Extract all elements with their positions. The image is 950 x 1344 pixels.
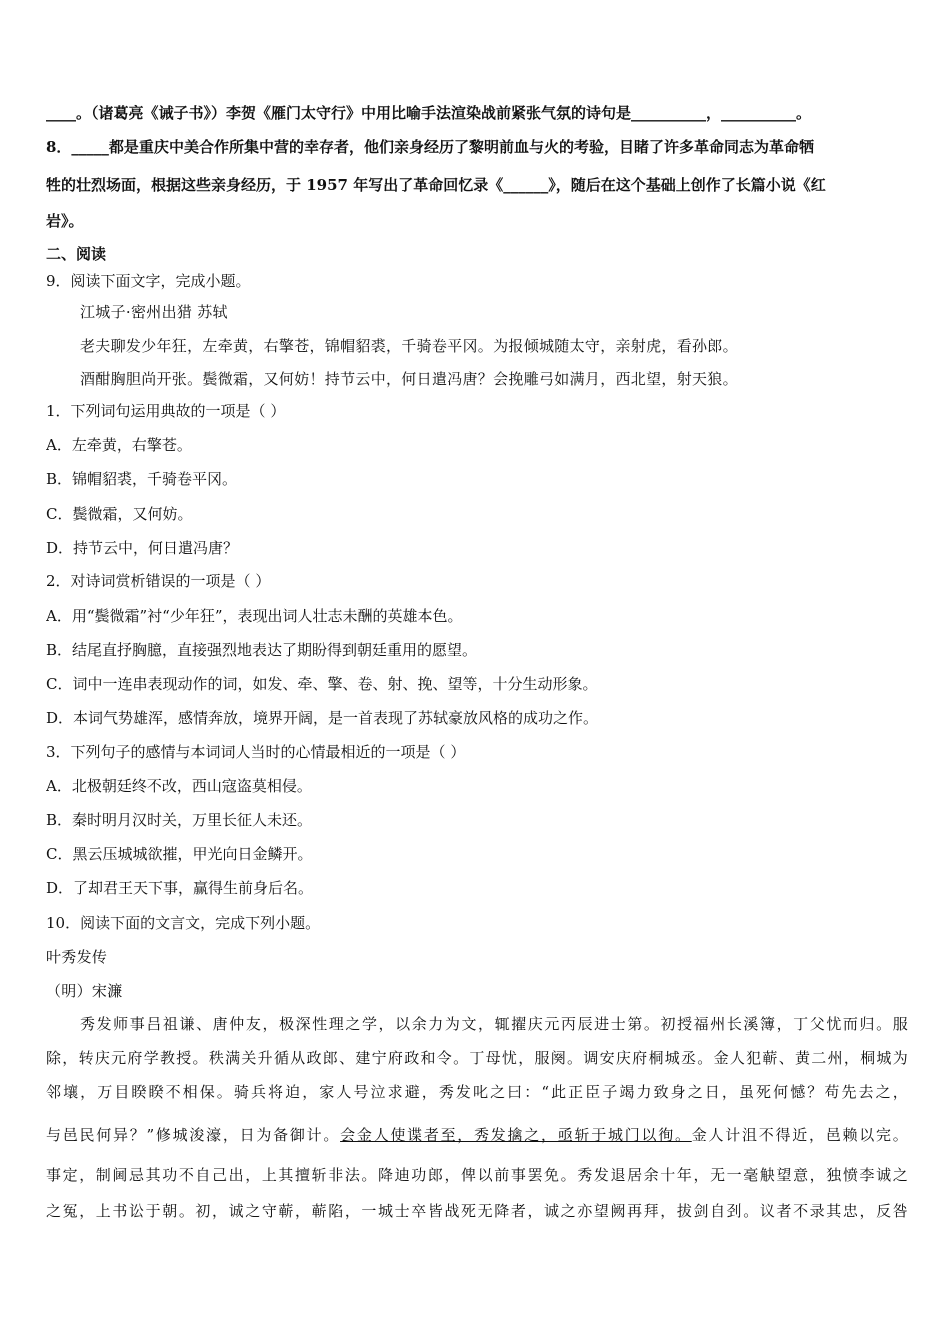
subquestion-3: 3．下列句子的感情与本词词人当时的心情最相近的一项是（ ） [46, 743, 466, 761]
subquestion-2-option-d: D．本词气势雄浑，感情奔放，境界开阔，是一首表现了苏轼豪放风格的成功之作。 [46, 709, 599, 727]
passage-line-3: 邻壤，万目睽睽不相保。骑兵将迫，家人号泣求避，秀发叱之曰：“此正臣子竭力致身之日，虽死何憾？苟先去之， [46, 1083, 908, 1101]
passage-line-6: 之冤，上书讼于朝。初，诚之守蕲，蕲陷，一城士卒皆战死无降者，诚之亦望阙再拜，拔剑自刭。议者不录其忠，反咎 [46, 1202, 908, 1220]
subquestion-1-option-a: A．左牵黄，右擎苍。 [46, 436, 192, 454]
passage-author: （明）宋濂 [46, 982, 123, 1000]
passage-line-4-end: 金人计沮不得近，邑赖以完。 [691, 1126, 908, 1144]
subquestion-1-option-c: C．鬓微霜，又何妨。 [46, 505, 193, 523]
poem-line-1: 老夫聊发少年狂，左牵黄，右擎苍，锦帽貂裘，千骑卷平冈。为报倾城随太守，亲射虎，看孙郎。 [80, 337, 738, 355]
question-8-line-2: 牲的壮烈场面，根据这些亲身经历，于 1957 年写出了革命回忆录《______》，随后在这个基础上创作了长篇小说《红 [46, 176, 826, 194]
question-9-intro: 9．阅读下面文字，完成小题。 [46, 272, 251, 290]
subquestion-2-option-c: C．词中一连串表现动作的词，如发、牵、擎、卷、射、挽、望等，十分生动形象。 [46, 675, 598, 693]
question-10-intro: 10．阅读下面的文言文，完成下列小题。 [46, 914, 321, 932]
passage-title: 叶秀发传 [46, 948, 108, 966]
subquestion-3-option-d: D．了却君王天下事，赢得生前身后名。 [46, 879, 314, 897]
subquestion-1-option-d: D．持节云中，何日遣冯唐？ [46, 539, 239, 557]
passage-line-4 [46, 1125, 908, 1145]
subquestion-1-option-b: B．锦帽貂裘，千骑卷平冈。 [46, 470, 238, 488]
fill-blank-line-1: ____。（诸葛亮《诫子书》）李贺《雁门太守行》中用比喻手法渲染战前紧张气氛的诗句是__________，__________。 [46, 104, 812, 122]
subquestion-1: 1．下列词句运用典故的一项是（ ） [46, 402, 286, 420]
question-8-line-3: 岩》。 [46, 212, 84, 230]
subquestion-2-option-a: A．用“鬓微霜”衬“少年狂”，表现出词人壮志未酬的英雄本色。 [46, 607, 463, 625]
subquestion-3-option-c: C．黑云压城城欲摧，甲光向日金鳞开。 [46, 845, 313, 863]
underlined-sentence: 会金人使谍者至，秀发擒之，亟斩于城门以徇。 [340, 1126, 692, 1144]
section-heading-reading: 二、阅读 [46, 245, 107, 263]
poem-line-2: 酒酣胸胆尚开张。鬓微霜，又何妨！持节云中，何日遣冯唐？会挽雕弓如满月，西北望，射天狼。 [80, 370, 738, 388]
subquestion-3-option-b: B．秦时明月汉时关，万里长征人未还。 [46, 811, 313, 829]
subquestion-3-option-a: A．北极朝廷终不改，西山寇盗莫相侵。 [46, 777, 312, 795]
subquestion-2-option-b: B．结尾直抒胸臆，直接强烈地表达了期盼得到朝廷重用的愿望。 [46, 641, 478, 659]
poem-title: 江城子·密州出猎 苏轼 [80, 303, 228, 321]
passage-line-2: 除，转庆元府学教授。秩满关升循从政郎、建宁府政和令。丁母忧，服阕。调安庆府桐城丞。金人犯蕲、黄二州，桐城为 [46, 1049, 908, 1067]
passage-line-1: 秀发师事吕祖谦、唐仲友，极深性理之学，以余力为文，辄擢庆元丙辰进士第。初授福州长溪簿，丁父忧而归。服 [80, 1015, 908, 1033]
passage-line-4-start: 与邑民何异？”修城浚濠，日为备御计。 [46, 1126, 341, 1144]
passage-line-5: 事定，制阃忌其功不自己出，上其擅斩非法。降迪功郎，俾以前事罢免。秀发退居余十年，无一毫觖望意，独愤李诚之 [46, 1166, 908, 1184]
subquestion-2: 2．对诗词赏析错误的一项是（ ） [46, 572, 271, 590]
question-8-line-1: 8．_____都是重庆中美合作所集中营的幸存者，他们亲身经历了黎明前血与火的考验，目睹了许多革命同志为革命牺 [46, 138, 814, 156]
